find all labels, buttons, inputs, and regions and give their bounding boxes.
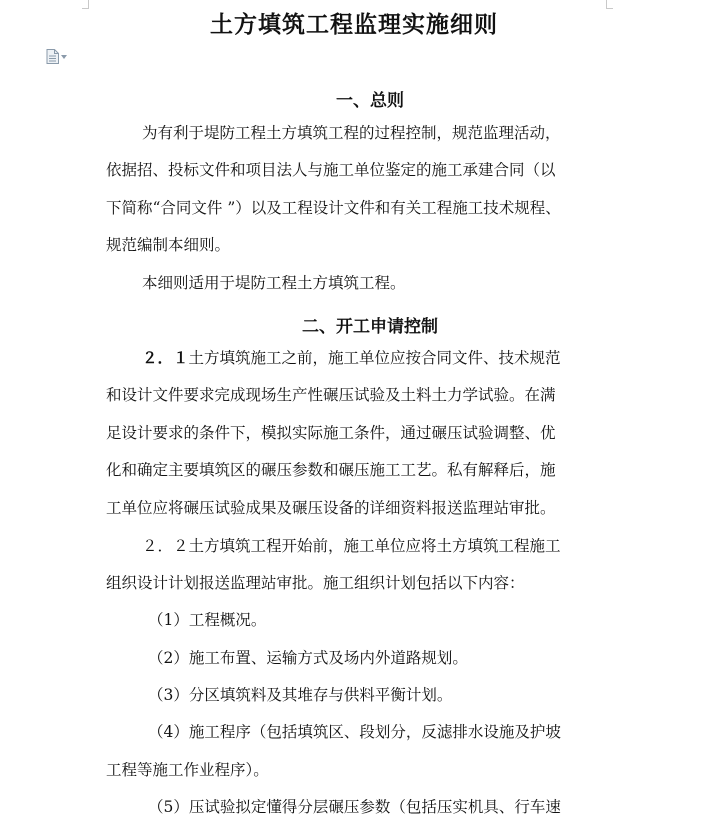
document-title: 土方填筑工程监理实施细则 (210, 11, 498, 38)
list-item-continuation: 工程等施工作业程序）。 (106, 761, 269, 779)
clause-text: 土方填筑施工之前，施工单位应按合同文件、技术规范 (188, 349, 561, 367)
section-heading-general: 一、总则 (336, 91, 404, 111)
list-item: （4）施工程序（包括填筑区、段划分，反滤排水设施及护坡 (148, 723, 561, 741)
list-item: （5）压试验拟定懂得分层碾压参数（包括压实机具、行车速 (148, 798, 561, 816)
margin-guide-top-left (88, 0, 89, 8)
clause-text: 土方填筑工程开始前，施工单位应将土方填筑工程施工 (188, 537, 561, 555)
list-item: （3）分区填筑料及其堆存与供料平衡计划。 (148, 686, 453, 704)
section-heading-start-application: 二、开工申请控制 (302, 317, 438, 337)
clause-number: ２．１ (142, 348, 189, 367)
clause-line: 工单位应将碾压试验成果及碾压设备的详细资料报送监理站审批。 (106, 499, 556, 517)
clause-line: 组织设计计划报送监理站审批。施工组织计划包括以下内容： (106, 574, 525, 592)
clause-number: ２．２ (142, 537, 189, 555)
document-icon (46, 49, 59, 64)
paragraph-line: 规范编制本细则。 (106, 236, 231, 254)
list-item: （2）施工布置、运输方式及场内外道路规划。 (148, 649, 468, 667)
clause-line: 和设计文件要求完成现场生产性碾压试验及土料土力学试验。在满 (106, 386, 556, 404)
paragraph-line: 下简称“合同文件 ”）以及工程设计文件和有关工程施工技术规程、 (106, 199, 561, 217)
document-outline-toggle[interactable] (46, 49, 67, 64)
paragraph-line: 本细则适用于堤防工程土方填筑工程。 (142, 274, 406, 292)
clause-line: 足设计要求的条件下，模拟实际施工条件，通过碾压试验调整、优 (106, 424, 556, 442)
chevron-down-icon (61, 55, 67, 59)
margin-guide-top-right-horizontal (606, 8, 613, 9)
paragraph-line: 为有利于堤防工程土方填筑工程的过程控制，规范监理活动， (142, 124, 561, 142)
margin-guide-top-left-horizontal (82, 8, 89, 9)
paragraph-line: 依据招、投标文件和项目法人与施工单位鉴定的施工承建合同（以 (106, 161, 556, 179)
clause-line (142, 348, 561, 368)
list-item: （1）工程概况。 (148, 611, 267, 629)
margin-guide-top-right (606, 0, 607, 8)
clause-line (142, 536, 561, 556)
clause-line: 化和确定主要填筑区的碾压参数和碾压施工工艺。私有解释后，施 (106, 461, 556, 479)
